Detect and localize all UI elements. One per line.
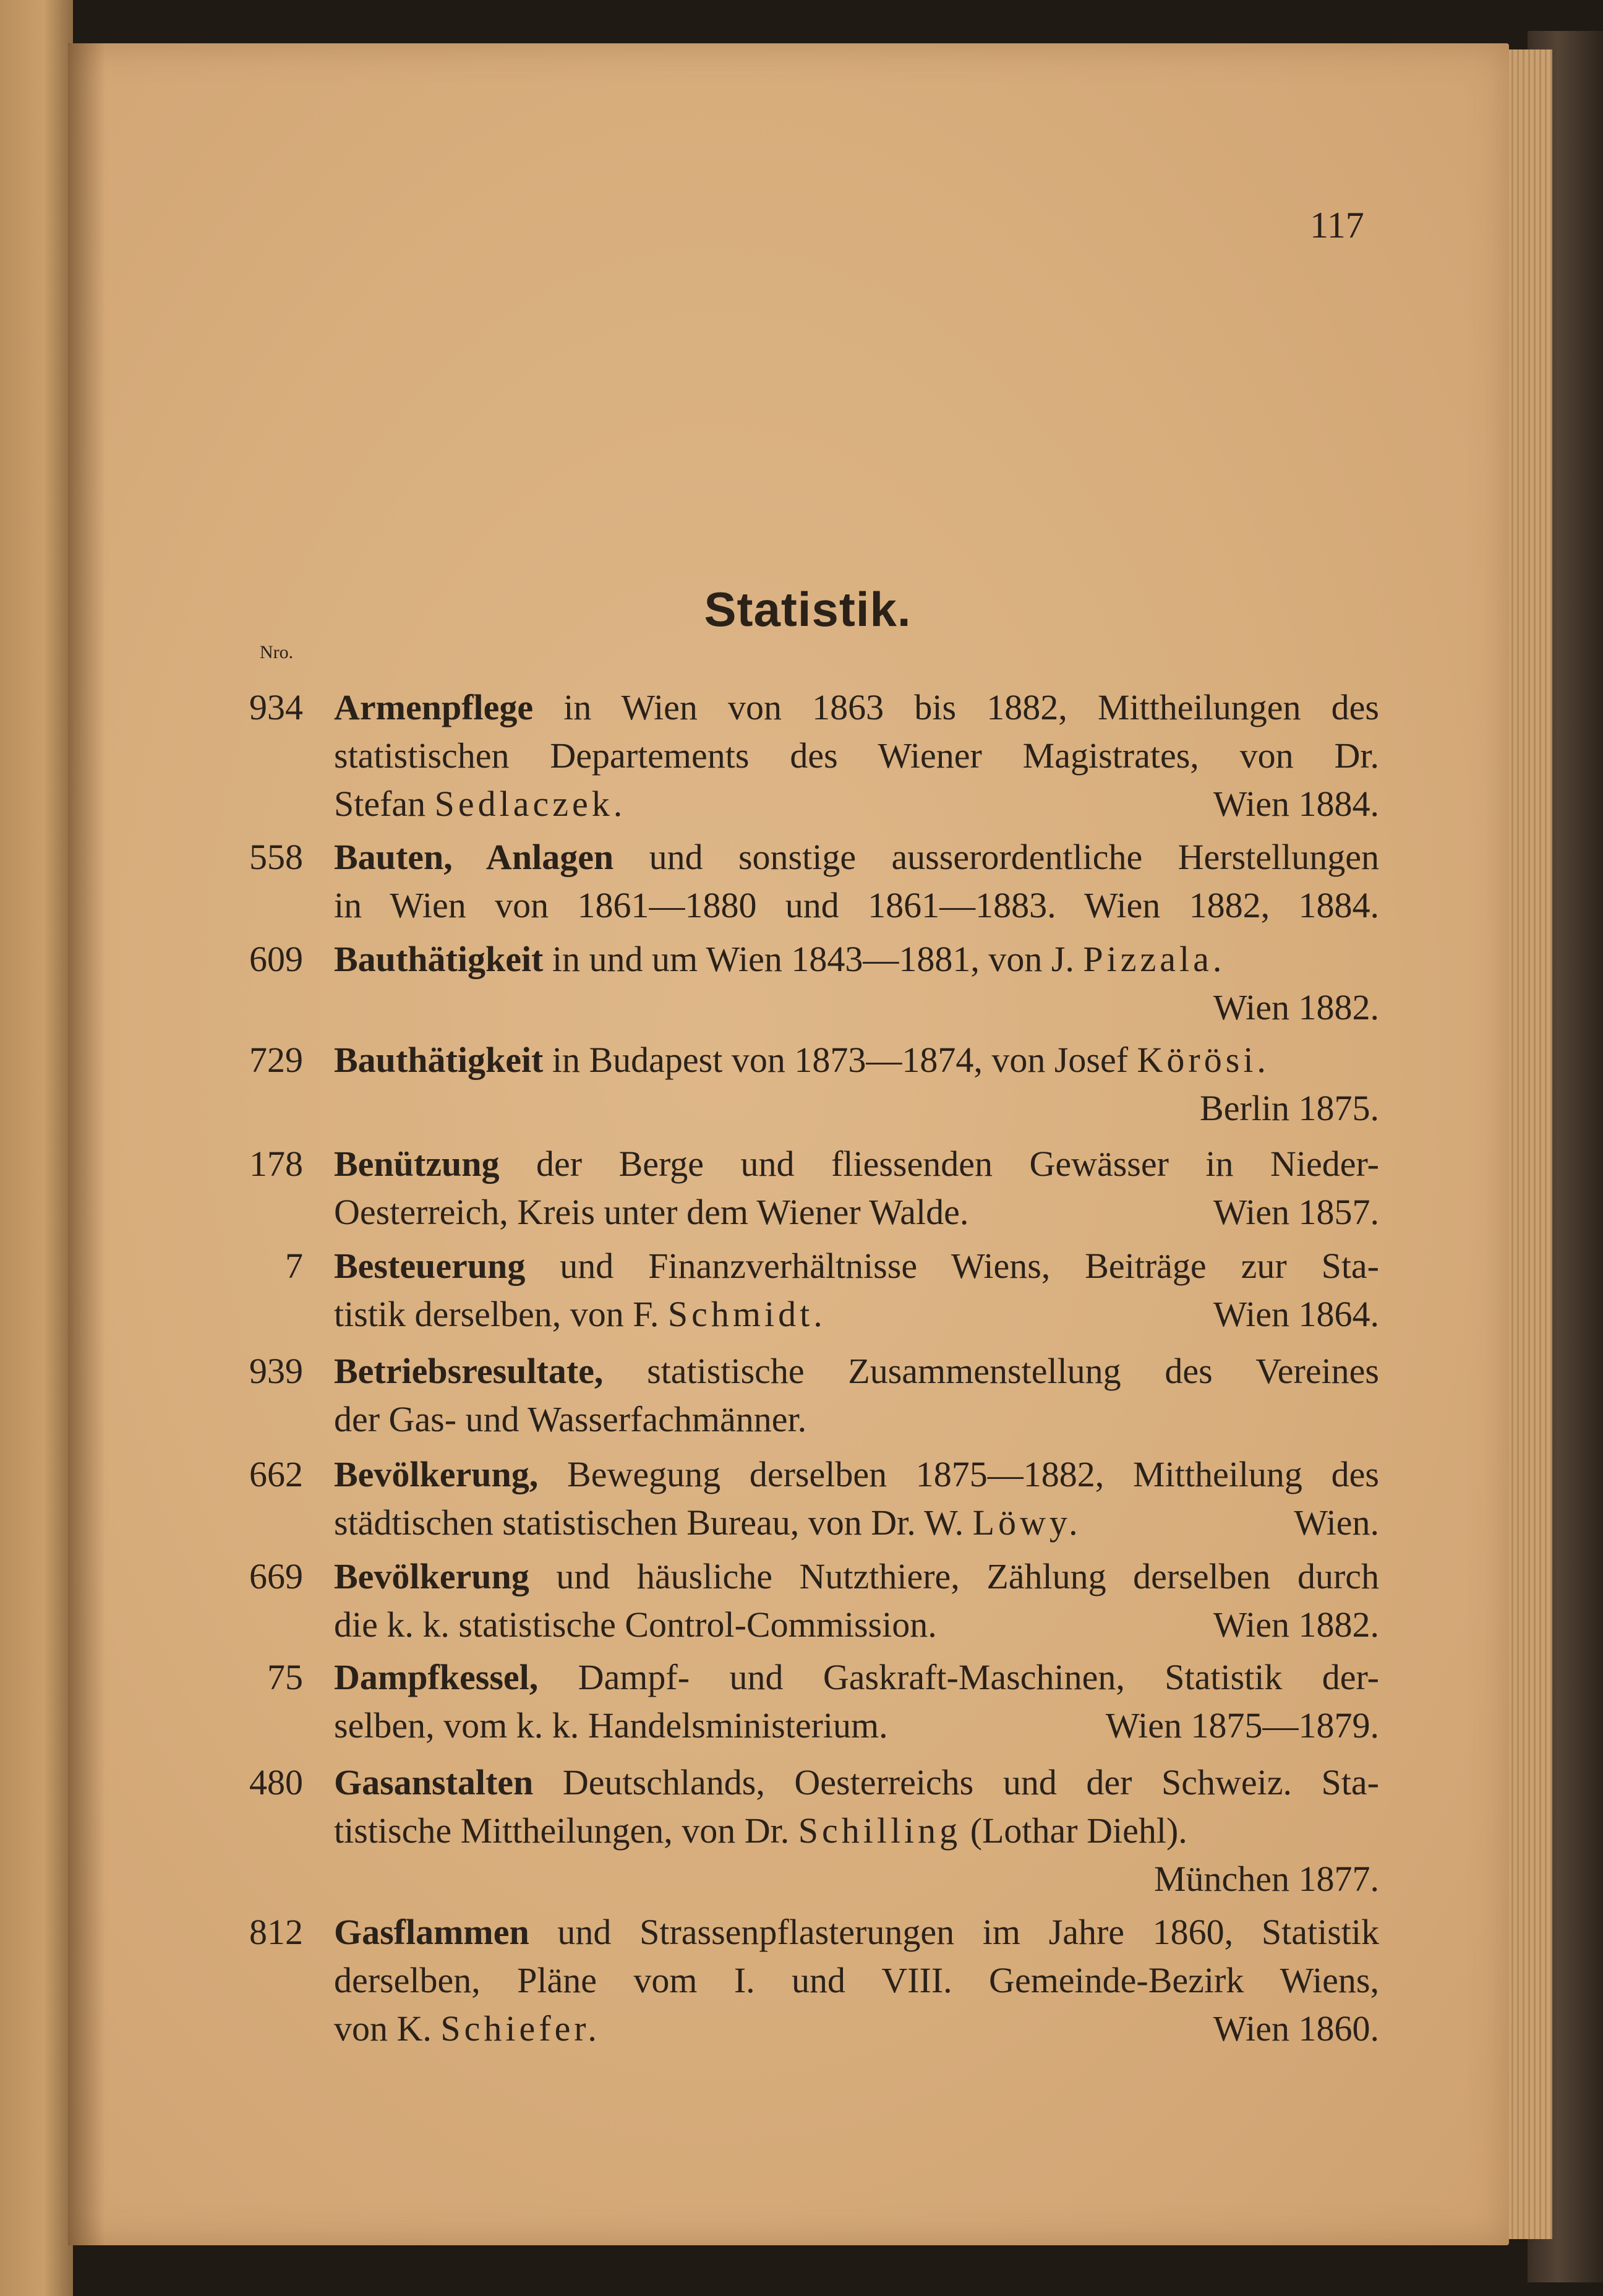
entry-imprint: Berlin 1875. xyxy=(1200,1088,1379,1128)
entry-line xyxy=(334,1242,1379,1290)
entry-author: Sedlaczek. xyxy=(434,784,626,824)
entry-number: 558 xyxy=(249,837,303,877)
entry-line xyxy=(334,683,1379,732)
entry-line xyxy=(334,1702,1379,1750)
entry-text: der Gas- und Wasserfachmänner. xyxy=(334,1399,807,1439)
entry-text: statistische Zusammenstellung des Vereines xyxy=(603,1351,1379,1391)
entry-keyword: Gasflammen xyxy=(334,1912,529,1952)
entry-line xyxy=(334,935,1379,983)
entry-number: 934 xyxy=(249,687,303,727)
entry-keyword: Betriebsresultate, xyxy=(334,1351,604,1391)
entry-line xyxy=(334,1553,1379,1601)
entry-keyword: Dampfkessel, xyxy=(334,1657,539,1697)
entry-line xyxy=(334,1347,1379,1395)
entry-keyword: Gasanstalten xyxy=(334,1762,534,1802)
entry-text: und Finanzverhältnisse Wiens, Beiträge zur Sta- xyxy=(525,1246,1379,1286)
entry-line xyxy=(334,1036,1379,1084)
entry-number: 75 xyxy=(267,1657,303,1697)
entry-keyword: Bauten, Anlagen xyxy=(334,837,614,877)
entry-line xyxy=(334,1188,1379,1236)
entry-author: Schilling xyxy=(798,1810,962,1851)
section-heading: Statistik. xyxy=(704,582,912,636)
entry-text: statistischen Departements des Wiener Magistrates, von Dr. xyxy=(334,735,1379,776)
entry-line xyxy=(334,1758,1379,1807)
entry-imprint: Wien 1882. xyxy=(1213,987,1379,1027)
entry-line xyxy=(334,1908,1379,1956)
entry-number: 729 xyxy=(249,1040,303,1080)
entry-imprint: Wien 1860. xyxy=(1213,2008,1379,2049)
entry-keyword: Bevölkerung xyxy=(334,1556,529,1596)
nro-label: Nro. xyxy=(260,642,294,662)
page-number: 117 xyxy=(1310,205,1364,246)
entry-number: 480 xyxy=(249,1762,303,1802)
entry-text: Oesterreich, Kreis unter dem Wiener Walde. xyxy=(334,1192,969,1232)
entry-keyword: Besteuerung xyxy=(334,1246,526,1286)
entry-line xyxy=(334,1653,1379,1702)
entry-text: die k. k. statistische Control-Commission. xyxy=(334,1604,937,1645)
entry-text: derselben, Pläne vom I. und VIII. Gemeinde-Bezirk Wiens, xyxy=(334,1960,1379,2000)
entry-imprint: München 1877. xyxy=(1153,1859,1379,1899)
entry-text: städtischen statistischen Bureau, von Dr. W. xyxy=(334,1502,973,1543)
entry-author: Körösi. xyxy=(1137,1040,1270,1080)
entry-line xyxy=(334,1807,1379,1855)
entry-line xyxy=(334,1140,1379,1188)
entry-imprint: Wien. xyxy=(1294,1502,1379,1543)
entry-text: selben, vom k. k. Handelsministerium. xyxy=(334,1705,888,1746)
entry-text: in und um Wien 1843—1881, von J. xyxy=(543,939,1084,979)
entry-number: 669 xyxy=(249,1556,303,1596)
entry-line xyxy=(334,1499,1379,1547)
entry-text: und häusliche Nutzthiere, Zählung derselben durch xyxy=(529,1556,1379,1596)
entry-text: Stefan xyxy=(334,784,435,824)
entry-text: (Lothar Diehl). xyxy=(961,1810,1187,1851)
entry-keyword: Bauthätigkeit xyxy=(334,939,544,979)
entry-number: 178 xyxy=(249,1144,303,1184)
entry-text: Dampf- und Gaskraft-Maschinen, Statistik der- xyxy=(538,1657,1379,1697)
entry-imprint: Wien 1875—1879. xyxy=(1105,1705,1379,1746)
entry-keyword: Bevölkerung, xyxy=(334,1454,539,1494)
entry-imprint: Wien 1857. xyxy=(1213,1192,1379,1232)
entry-number: 7 xyxy=(285,1246,303,1286)
entry-number: 939 xyxy=(249,1351,303,1391)
entry-text: Deutschlands, Oesterreichs und der Schweiz. Sta- xyxy=(533,1762,1379,1802)
entry-keyword: Bauthätigkeit xyxy=(334,1040,544,1080)
entry-author: Pizzala. xyxy=(1083,939,1226,979)
entry-text: tistische Mittheilungen, von Dr. xyxy=(334,1810,798,1851)
entry-imprint: Wien 1864. xyxy=(1213,1294,1379,1334)
entry-number: 812 xyxy=(249,1912,303,1952)
entry-text: von K. xyxy=(334,2008,441,2049)
entry-author: Schmidt. xyxy=(667,1294,826,1334)
entry-number: 609 xyxy=(249,939,303,979)
entry-keyword: Armenpflege xyxy=(334,687,534,727)
entry-line xyxy=(334,1601,1379,1649)
entry-line xyxy=(334,1450,1379,1499)
entry-author: Löwy. xyxy=(972,1502,1082,1543)
entry-line xyxy=(334,1290,1379,1339)
entry-text: Bewegung derselben 1875—1882, Mittheilung des xyxy=(538,1454,1379,1494)
entry-imprint: Wien 1884. xyxy=(1213,784,1379,824)
entry-text: und sonstige ausserordentliche Herstellungen xyxy=(613,837,1379,877)
entry-text: der Berge und fliessenden Gewässer in Nieder- xyxy=(499,1144,1379,1184)
entry-text: in Wien von 1863 bis 1882, Mittheilungen des xyxy=(533,687,1379,727)
entry-author: Schiefer. xyxy=(440,2008,601,2049)
entry-imprint: Wien 1882. xyxy=(1213,1604,1379,1645)
entry-text: tistik derselben, von F. xyxy=(334,1294,668,1334)
entry-line xyxy=(334,2005,1379,2053)
entry-line xyxy=(334,833,1379,881)
entry-number: 662 xyxy=(249,1454,303,1494)
entry-text: und Strassenpflasterungen im Jahre 1860, Statistik xyxy=(529,1912,1379,1952)
entry-line xyxy=(334,780,1379,828)
entry-text: in Budapest von 1873—1874, von Josef xyxy=(543,1040,1137,1080)
entry-keyword: Benützung xyxy=(334,1144,500,1184)
entry-text: in Wien von 1861—1880 und 1861—1883. Wien 1882, 1884. xyxy=(334,885,1379,925)
